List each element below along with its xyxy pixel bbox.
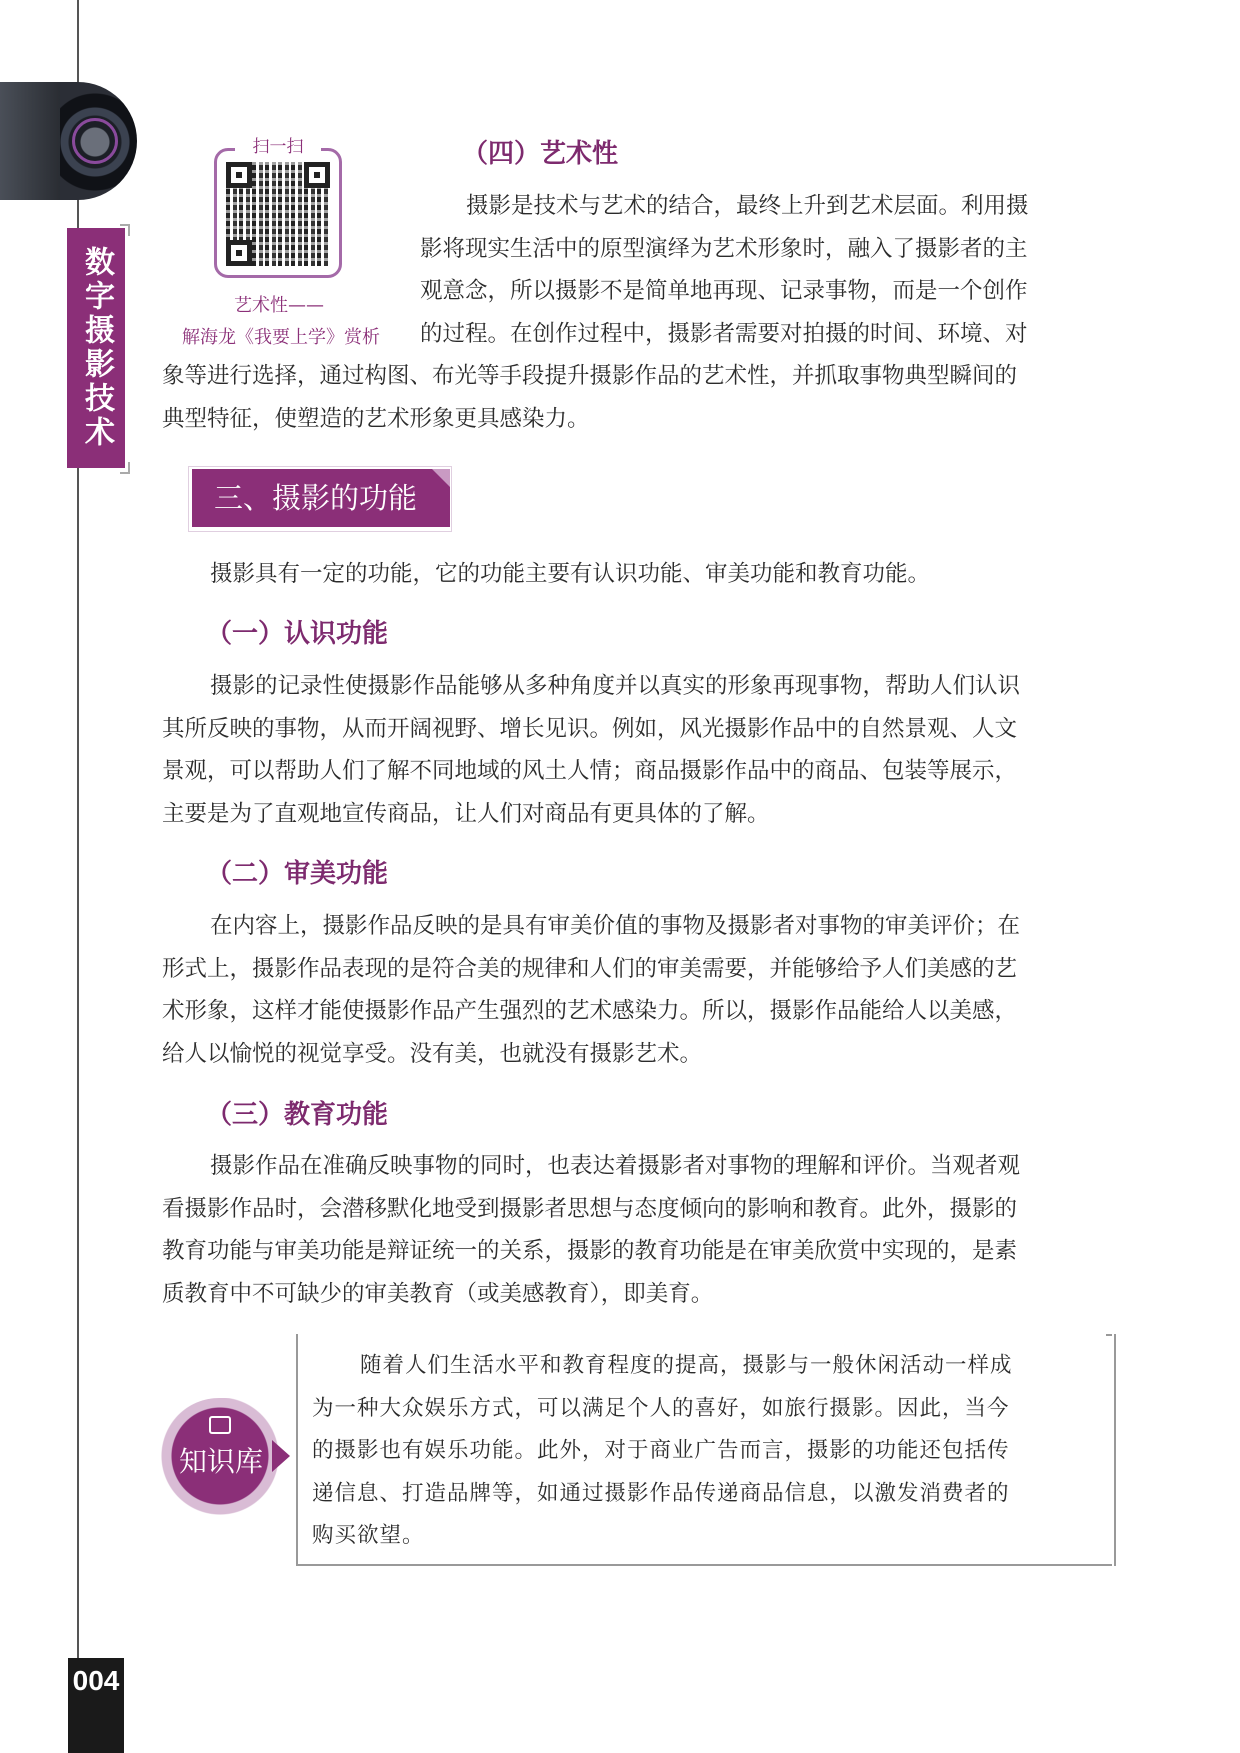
section-banner-corner: [432, 469, 450, 487]
subheading-artistry: （四）艺术性: [462, 139, 619, 169]
section-title: 三、摄影的功能: [192, 469, 450, 527]
page-number: 004: [72, 1665, 120, 1696]
tab-bracket-bottom: [120, 462, 130, 474]
chapter-side-tab: [67, 228, 125, 468]
knowledge-box-bottom-edge: [296, 1564, 1112, 1566]
text-line: 摄影具有一定的功能，它的功能主要有认识功能、审美功能和教育功能。: [210, 561, 931, 587]
text-line: 象等进行选择，通过构图、布光等手段提升摄影作品的艺术性，并抓取事物典型瞬间的: [162, 363, 1018, 389]
educational-function-paragraph: [162, 1145, 1117, 1315]
subheading-aesthetic-function: （二）审美功能: [206, 859, 389, 889]
qr-caption-line1: 艺术性——: [234, 295, 324, 316]
subheading-educational-function: （三）教育功能: [206, 1100, 389, 1130]
text-line: 的过程。在创作过程中，摄影者需要对拍摄的时间、环境、对: [420, 320, 1028, 347]
chapter-side-tab-label: 数字摄影技术: [79, 246, 114, 450]
text-line: 典型特征，使塑造的艺术形象更具感染力。: [162, 405, 590, 432]
text-line: 摄影是技术与艺术的结合，最终上升到艺术层面。利用摄: [466, 193, 1029, 219]
functions-intro: [210, 553, 1110, 596]
camera-body: [0, 82, 60, 200]
book-icon: [209, 1416, 231, 1434]
text-line: 观意念，所以摄影不是简单地再现、记录事物，而是一个创作: [420, 278, 1028, 304]
text-line: 影将现实生活中的原型演绎为艺术形象时，融入了摄影者的主: [420, 235, 1028, 262]
text-line: 为一种大众娱乐方式，可以满足个人的喜好，如旅行摄影。因此，当今: [312, 1395, 1010, 1421]
text-line: 购买欲望。: [312, 1523, 425, 1548]
text-line: 其所反映的事物，从而开阔视野、增长见识。例如，风光摄影作品中的自然景观、人文: [162, 715, 1018, 742]
camera-lens-image: [0, 82, 137, 200]
text-line: 给人以愉悦的视觉享受。没有美，也就没有摄影艺术。: [162, 1040, 703, 1067]
subheading-cognitive-function: （一）认识功能: [206, 619, 389, 649]
text-line: 摄影作品在准确反映事物的同时，也表达着摄影者对事物的理解和评价。当观者观: [210, 1153, 1021, 1179]
text-line: 的摄影也有娱乐功能。此外，对于商业广告而言，摄影的功能还包括传: [312, 1438, 1010, 1463]
text-line: 术形象，这样才能使摄影作品产生强烈的艺术感染力。所以，摄影作品能给人以美感，: [162, 998, 1018, 1024]
text-line: 看摄影作品时，会潜移默化地受到摄影者思想与态度倾向的影响和教育。此外，摄影的: [162, 1195, 1018, 1222]
text-line: 形式上，摄影作品表现的是符合美的规律和人们的审美需要，并能够给予人们美感的艺: [162, 955, 1018, 982]
cognitive-function-paragraph: [162, 665, 1117, 835]
knowledge-box-top-edge: [296, 1334, 1112, 1336]
text-line: 递信息、打造品牌等，如通过摄影作品传递商品信息，以激发消费者的: [312, 1480, 1010, 1506]
text-line: 在内容上，摄影作品反映的是具有审美价值的事物及摄影者对事物的审美评价；在: [210, 913, 1021, 939]
text-line: 景观，可以帮助人们了解不同地域的风土人情；商品摄影作品中的商品、包装等展示，: [162, 758, 1018, 784]
knowledge-box-text: [312, 1345, 1102, 1558]
text-line: 随着人们生活水平和教育程度的提高，摄影与一般休闲活动一样成: [360, 1353, 1013, 1378]
text-line: 主要是为了直观地宣传商品，让人们对商品有更具体的了解。: [162, 800, 770, 827]
knowledge-base-label: 知识库: [178, 1445, 263, 1478]
qr-caption-line2: 解海龙《我要上学》赏析: [182, 327, 380, 348]
aesthetic-function-paragraph: [162, 905, 1117, 1075]
lens-ring: [72, 118, 118, 164]
text-line: 质教育中不可缺少的审美教育（或美感教育），即美育。: [162, 1280, 714, 1307]
qr-scan-label: 扫一扫: [235, 134, 321, 160]
text-line: 教育功能与审美功能是辩证统一的关系，摄影的教育功能是在审美欣赏中实现的，是素: [162, 1238, 1018, 1264]
text-line: 摄影的记录性使摄影作品能够从多种角度并以真实的形象再现事物，帮助人们认识: [210, 673, 1021, 699]
artistry-paragraph: [162, 185, 1117, 440]
